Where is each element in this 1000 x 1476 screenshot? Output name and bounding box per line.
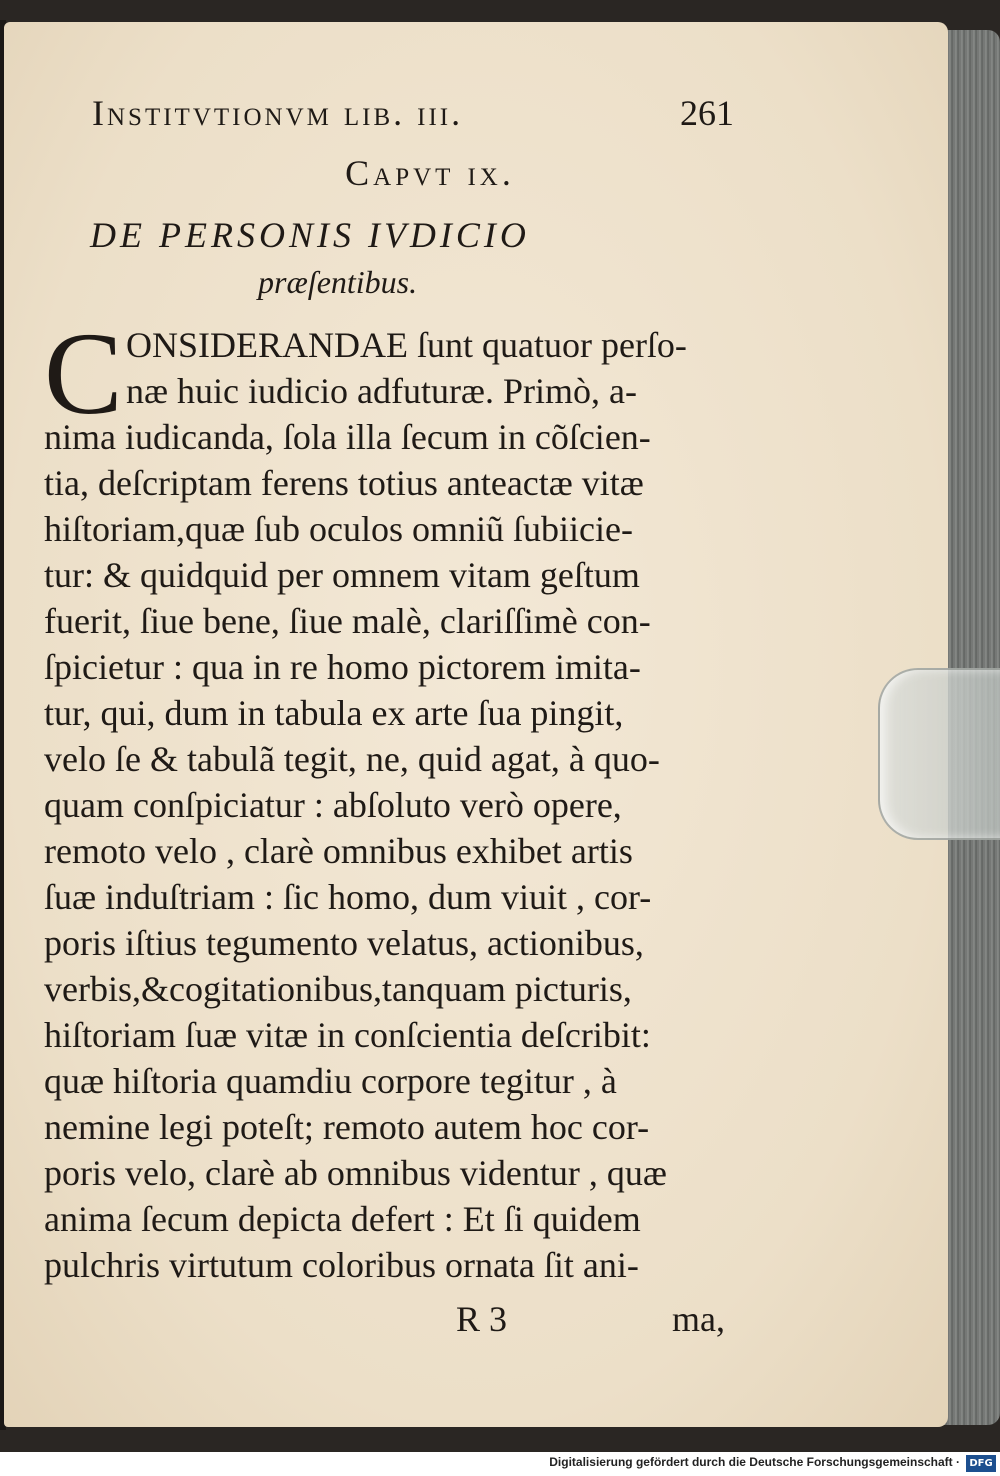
page-number: 261 (680, 93, 734, 133)
signature-mark: R 3 (456, 1299, 508, 1339)
text-line: ONSIDERANDAE ſunt quatuor perſo- (126, 325, 687, 365)
text-line: ſpicietur : qua in re homo pictorem imita- (44, 647, 641, 687)
text-line: quæ hiſtoria quamdiu corpore tegitur , à (44, 1061, 617, 1101)
text-line: quam conſpiciatur : abſoluto verò opere, (44, 785, 622, 825)
text-line: poris iſtius tegumento velatus, actionibus, (44, 923, 644, 963)
text-line: fuerit, ſiue bene, ſiue malè, clariſſimè con- (44, 601, 651, 641)
text-line: nima iudicanda, ſola illa ſecum in cõſcien- (44, 417, 651, 457)
text-line: velo ſe & tabulã tegit, ne, quid agat, à quo- (44, 739, 660, 779)
text-line: tur: & quidquid per omnem vitam geſtum (44, 555, 640, 595)
text-line: ſuæ induſtriam : ſic homo, dum viuit , cor- (44, 877, 652, 917)
credit-bar (0, 1452, 1000, 1476)
drop-capital: C (44, 308, 123, 439)
text-line: hiſtoriam,quæ ſub oculos omniũ ſubiicie- (44, 509, 633, 549)
text-line: verbis,&cogitationibus,tanquam picturis, (44, 969, 632, 1009)
page-footer (0, 1298, 760, 1344)
funding-credit: Digitalisierung gefördert durch die Deutsche Forschungsgemeinschaft · (549, 1455, 960, 1469)
text-line: tur, qui, dum in tabula ex arte ſua pingit, (44, 693, 624, 733)
chapter-heading: Capvt ix. (345, 153, 515, 193)
text-line: nemine legi poteſt; remoto autem hoc cor- (44, 1107, 650, 1147)
page-clip (878, 668, 1000, 840)
text-line: pulchris virtutum coloribus ornata ſit ani- (44, 1245, 639, 1285)
running-title: Institvtionvm lib. iii. (92, 93, 464, 133)
chapter-title: DE PERSONIS IVDICIO (90, 215, 530, 255)
text-line: poris velo, clarè ab omnibus videntur , quæ (44, 1153, 667, 1193)
text-line: tia, deſcriptam ferens totius anteactæ vitæ (44, 463, 644, 503)
chapter-subtitle: præſentibus. (258, 264, 418, 300)
text-line: anima ſecum depicta defert : Et ſi quidem (44, 1199, 641, 1239)
catchword: ma, (672, 1299, 725, 1339)
text-line: remoto velo , clarè omnibus exhibet artis (44, 831, 633, 871)
text-line: hiſtoriam ſuæ vitæ in conſcientia deſcribit: (44, 1015, 651, 1055)
text-line: næ huic iudicio adfuturæ. Primò, a- (126, 371, 637, 411)
dfg-logo: DFG (966, 1455, 996, 1472)
running-head (92, 92, 742, 132)
